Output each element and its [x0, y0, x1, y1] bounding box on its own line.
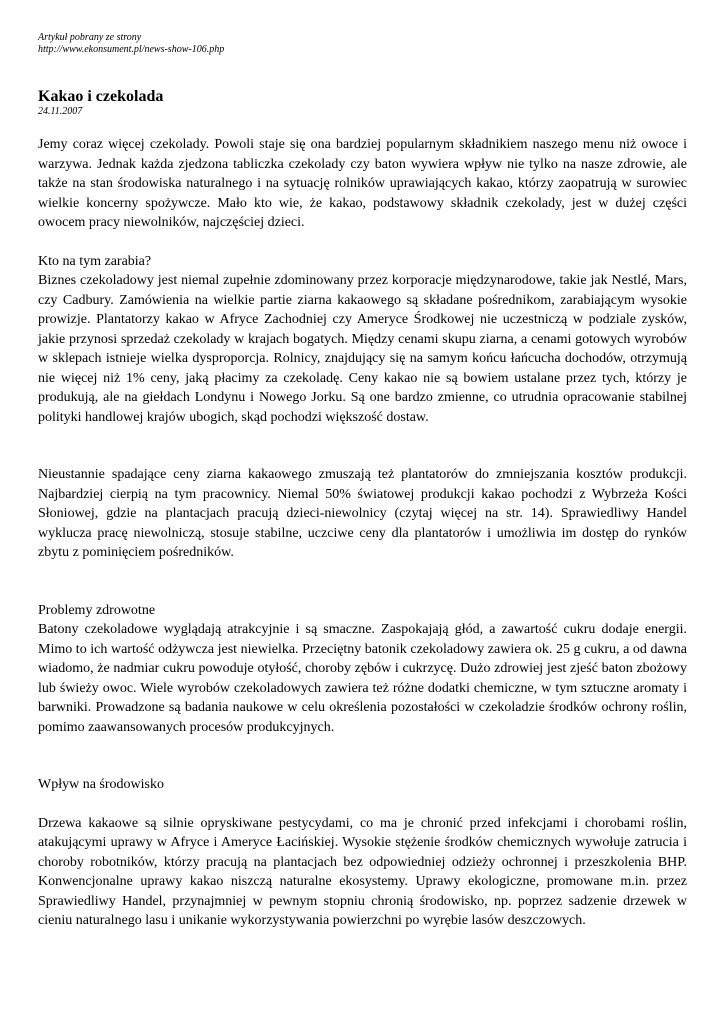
- paragraph-who-profits-1: Biznes czekoladowy jest niemal zupełnie zdominowany przez korporacje międzynarodowe, takie jak Nestlé, Mars, czy Cadbury. Zamówienia na wielkie partie ziarna kakaowego są składane pośrednikom, zarabiającym wysokie prowizje. Plantatorzy kakao w Afryce Zachodniej czy Ameryce Środkowej nie uczestniczą w podziale zysków, jakie przynosi sprzedaż czekolady w krajach bogatych. Między cenami skupu ziarna, a cenami gotowych wyrobów w sklepach istnieje wielka dysproporcja. Rolnicy, znajdujący się na samym końcu łańcucha dochodów, otrzymują nie więcej niż 1% ceny, jaką płacimy za czekoladę. Ceny kakao nie są bowiem ustalane przez tych, którzy je produkują, ale na giełdach Londynu i Nowego Jorku. Są one bardzo zmienne, co utrudnia opracowanie stabilnej polityki handlowej krajów ubogich, skąd pochodzi większość dostaw.: [38, 273, 687, 425]
- paragraph-health: Batony czekoladowe wyglądają atrakcyjnie i są smaczne. Zaspokajają głód, a zawartość cukru dodaje energii. Mimo to ich wartość odżywcza jest niewielka. Przeciętny batonik czekoladowy zawiera ok. 25 g cukru, a od dawna wiadomo, że nadmiar cukru powoduje otyłość, choroby zębów i cukrzycę. Dużo zdrowiej jest zjeść baton zbożowy lub świeży owoc. Wiele wyrobów czekoladowych zawiera też różne dodatki chemiczne, w tym sztuczne aromaty i barwniki. Prowadzone są badania naukowe w celu określenia pozostałości w czekoladzie środków ochrony roślin, pomimo zaawansowanych procesów produkcyjnych.: [38, 622, 687, 735]
- paragraph-environment: Drzewa kakaowe są silnie opryskiwane pestycydami, co ma je chronić przed infekcjami i chorobami roślin, atakującymi uprawy w Afryce i Ameryce Łacińskiej. Wysokie stężenie środków chemicznych wywołuje zatrucia i choroby robotników, którzy pracują na plantacjach bez odpowiedniej odzieży ochronnej i przeszkolenia BHP. Konwencjonalne uprawy kakao niszczą naturalne ekosystemy. Uprawy ekologiczne, promowane m.in. przez Sprawiedliwy Handel, przynajmniej w pewnym stopniu chronią środowisko, np. poprzez sadzenie drzewek w cieniu naturalnego lasu i unikanie wykorzystywania powierzchni po wyrębie lasów deszczowych.: [38, 815, 687, 928]
- article-date: 24.11.2007: [38, 106, 83, 117]
- intro-paragraph: Jemy coraz więcej czekolady. Powoli staje się ona bardziej popularnym składnikiem naszego menu niż owoce i warzywa. Jednak każda zjedzona tabliczka czekolady czy baton wywiera wpływ nie tylko na nasze zdrowie, ale także na stan środowiska naturalnego i na sytuację rolników uprawiających kakao, którzy zaopatrują w surowiec wielkie koncerny spożywcze. Mało kto wie, że kakao, podstawowy składnik czekolady, jest w dużej części owocem pracy niewolników, najczęściej dzieci.: [38, 137, 687, 230]
- section-heading-who-profits: Kto na tym zarabia?: [38, 253, 152, 269]
- section-heading-environment: Wpływ na środowisko: [38, 777, 164, 792]
- section-heading-health: Problemy zdrowotne: [38, 602, 156, 618]
- paragraph-who-profits-2: Nieustannie spadające ceny ziarna kakaowego zmuszają też plantatorów do zmniejszania kosztów produkcji. Najbardziej cierpią na tym pracownicy. Niemal 50% światowej produkcji kakao pochodzi z Wybrzeża Kości Słoniowej, gdzie na plantacjach pracują dzieci-niewolnicy (czytaj więcej na str. 14). Sprawiedliwy Handel wyklucza pracę niewolniczą, stosuje stabilne, uczciwe ceny dla plantatorów i umożliwia im dostęp do rynków zbytu z pominięciem pośredników.: [38, 467, 687, 560]
- source-note: [38, 32, 687, 56]
- article-title: Kakao i czekolada: [38, 88, 164, 105]
- source-label: Artykuł pobrany ze strony: [38, 32, 142, 43]
- article-body: [38, 135, 687, 931]
- source-url: http://www.ekonsument.pl/news-show-106.php: [38, 44, 225, 55]
